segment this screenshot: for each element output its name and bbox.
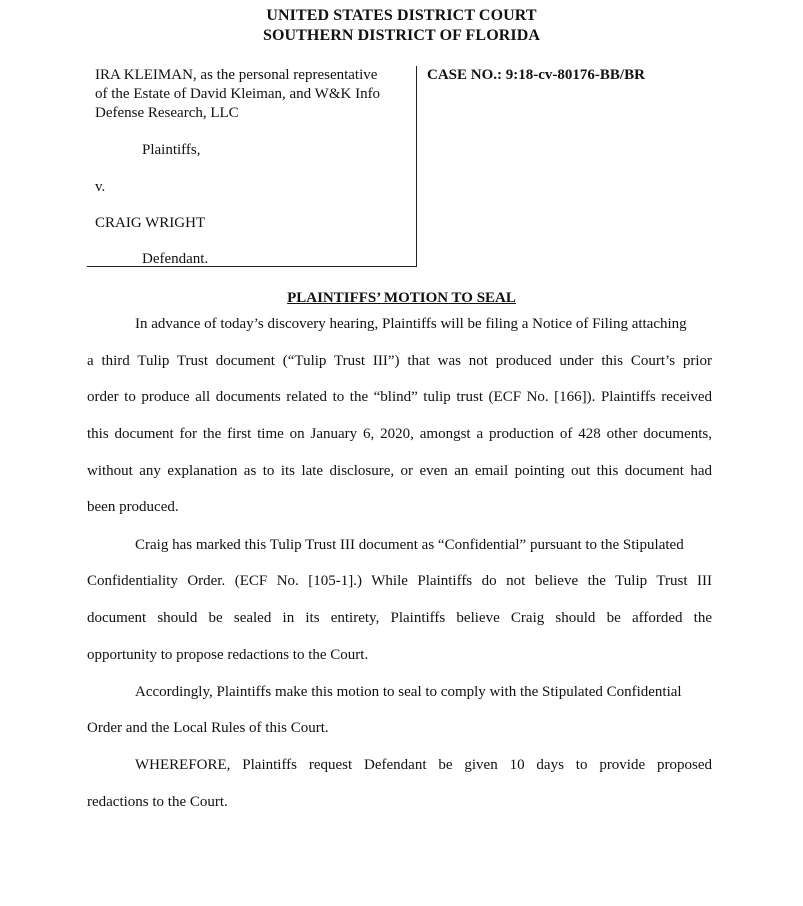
court-district: SOUTHERN DISTRICT OF FLORIDA bbox=[262, 27, 541, 44]
paragraph-4-line-2: redactions to the Court. bbox=[87, 794, 228, 810]
plaintiffs-label: Plaintiffs, bbox=[142, 142, 201, 158]
paragraph-1-line-5: without any explanation as to its late disclosure, or even an email pointing out this document had bbox=[87, 463, 712, 479]
paragraph-3-line-1: Accordingly, Plaintiffs make this motion to seal to comply with the Stipulated Confidential bbox=[135, 684, 682, 700]
motion-title: PLAINTIFFS’ MOTION TO SEAL bbox=[287, 290, 516, 306]
case-number: CASE NO.: 9:18-cv-80176-BB/BR bbox=[427, 67, 645, 83]
versus-label: v. bbox=[95, 179, 106, 195]
case-caption bbox=[87, 66, 417, 267]
paragraph-2-line-1: Craig has marked this Tulip Trust III document as “Confidential” pursuant to the Stipulated bbox=[135, 537, 684, 553]
plaintiff-name-line-2: of the Estate of David Kleiman, and W&K Info bbox=[95, 86, 381, 102]
court-name: UNITED STATES DISTRICT COURT bbox=[266, 7, 537, 24]
court-header bbox=[0, 6, 803, 46]
paragraph-1-line-1: In advance of today’s discovery hearing, Plaintiffs will be filing a Notice of Filing attaching bbox=[135, 316, 687, 332]
paragraph-1-line-6: been produced. bbox=[87, 499, 179, 515]
defendant-name: CRAIG WRIGHT bbox=[95, 215, 206, 231]
paragraph-2-line-4: opportunity to propose redactions to the Court. bbox=[87, 647, 369, 663]
paragraph-1-line-2: a third Tulip Trust document (“Tulip Trust III”) that was not produced under this Court’s prior bbox=[87, 353, 712, 369]
paragraph-1-line-3: order to produce all documents related to the “blind” tulip trust (ECF No. [166]). Plaintiffs received bbox=[87, 389, 712, 405]
defendant-label: Defendant. bbox=[142, 251, 209, 267]
paragraph-1-line-4: this document for the first time on January 6, 2020, amongst a production of 428 other documents, bbox=[87, 426, 712, 442]
paragraph-2-line-3: document should be sealed in its entirety, Plaintiffs believe Craig should be afforded the bbox=[87, 610, 712, 626]
paragraph-2-line-2: Confidentiality Order. (ECF No. [105-1].) While Plaintiffs do not believe the Tulip Trust III bbox=[87, 573, 712, 589]
plaintiff-name-line-3: Defense Research, LLC bbox=[95, 105, 239, 121]
paragraph-4-line-1: WHEREFORE, Plaintiffs request Defendant be given 10 days to provide proposed bbox=[135, 757, 712, 773]
plaintiff-name-line-1: IRA KLEIMAN, as the personal representative bbox=[95, 67, 378, 83]
paragraph-3-line-2: Order and the Local Rules of this Court. bbox=[87, 720, 329, 736]
